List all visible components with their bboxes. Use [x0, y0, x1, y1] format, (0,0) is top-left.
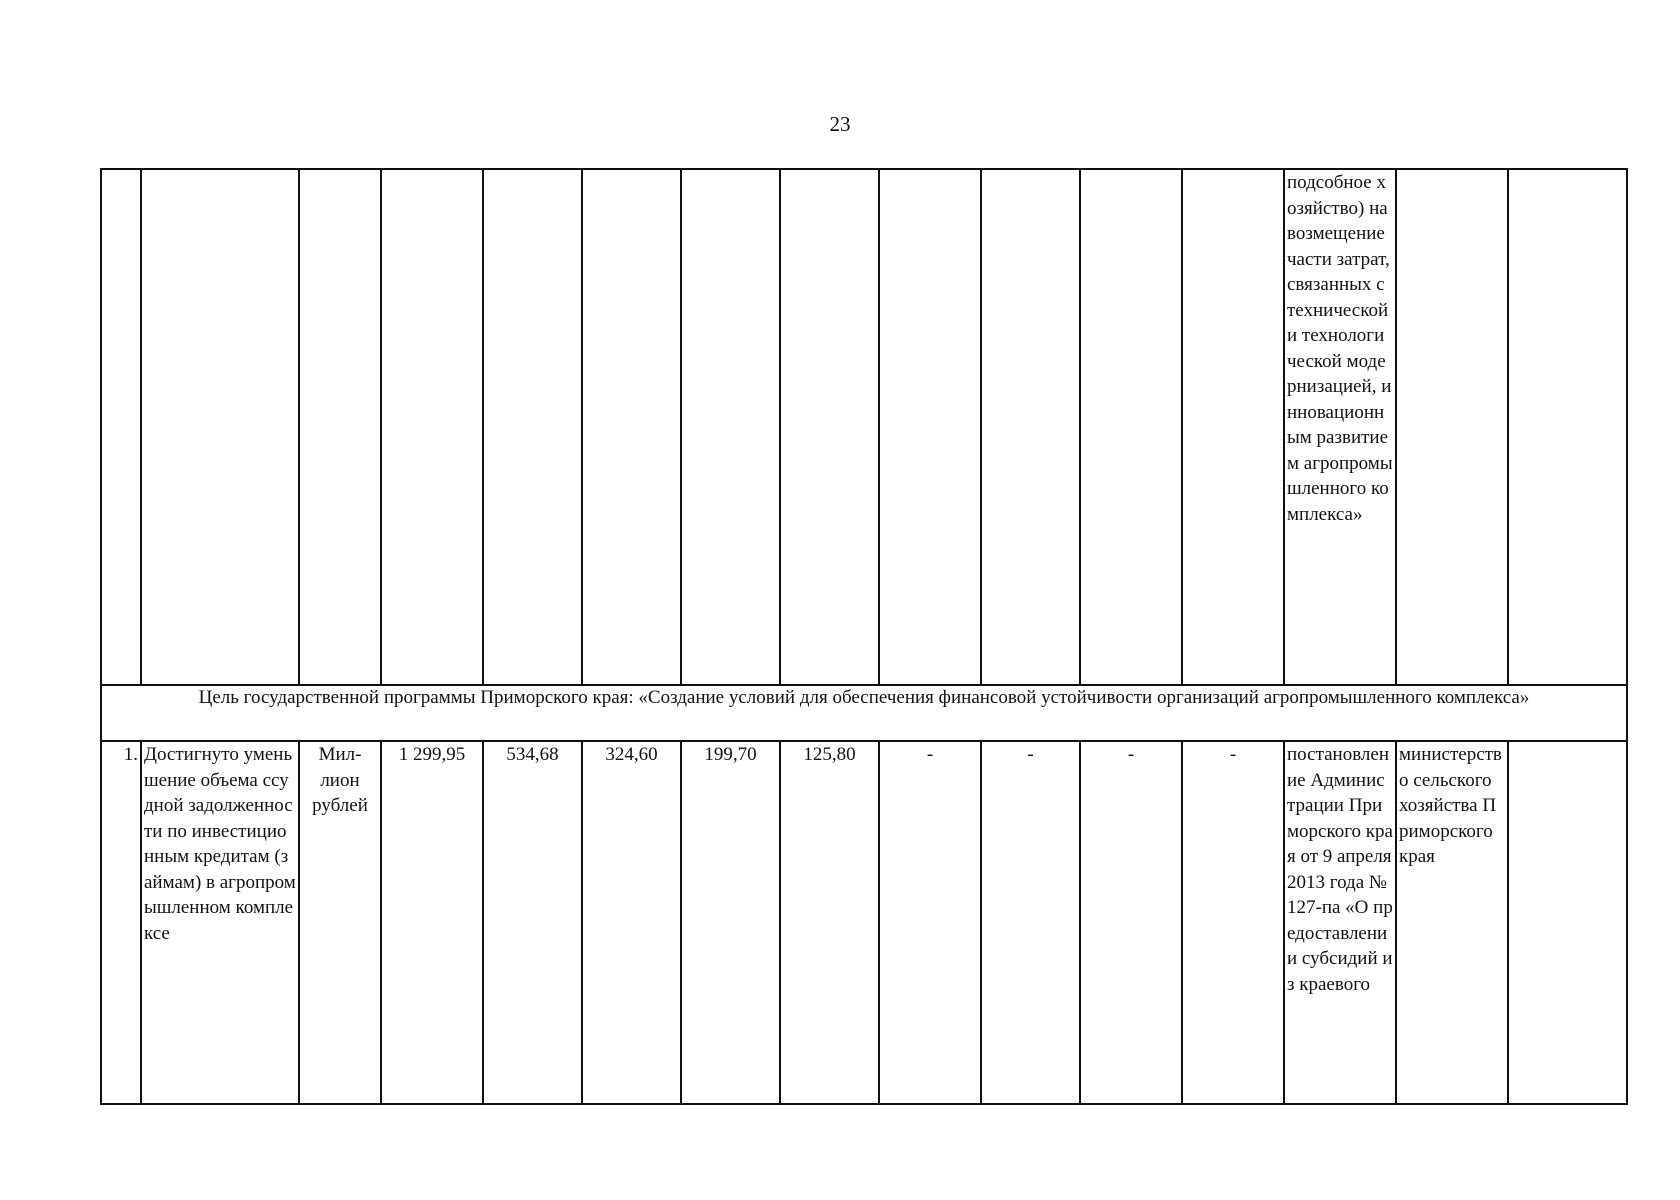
cell-value	[381, 169, 483, 685]
cell-responsible	[1396, 169, 1508, 685]
cell-unit: Мил-лион рублей	[299, 741, 381, 1104]
cell-value: 324,60	[582, 741, 681, 1104]
indicators-table	[100, 168, 1628, 1105]
cell-indicator	[141, 169, 299, 685]
table-row-continuation	[101, 169, 1627, 685]
cell-index: 1.	[101, 741, 141, 1104]
cell-legal-act: постановление Администрации Приморского края от 9 апреля 2013 года № 127-па «О предоставлении субсидий из краевого	[1284, 741, 1396, 1104]
cell-legal-act: подсобное хозяйство) на возмещение части затрат, связанных с технической и технологической модернизацией, инновационным развитием агропромышленного комплекса»	[1284, 169, 1396, 685]
goal-heading: Цель государственной программы Приморского края: «Создание условий для обеспечения финансовой устойчивости организаций агропромышленного комплекса»	[101, 685, 1627, 741]
cell-value	[483, 169, 582, 685]
page-number: 23	[829, 112, 851, 136]
cell-value: 199,70	[681, 741, 780, 1104]
table-row	[101, 741, 1627, 1104]
cell-value: 125,80	[780, 741, 879, 1104]
cell-value: 534,68	[483, 741, 582, 1104]
cell-value: -	[879, 741, 981, 1104]
cell-value	[582, 169, 681, 685]
cell-value	[1182, 169, 1284, 685]
cell-value: -	[1080, 741, 1182, 1104]
cell-note	[1508, 169, 1627, 685]
cell-value: -	[1182, 741, 1284, 1104]
cell-note	[1508, 741, 1627, 1104]
cell-index	[101, 169, 141, 685]
table-row-goal	[101, 685, 1627, 741]
cell-responsible: министерство сельского хозяйства Приморского края	[1396, 741, 1508, 1104]
cell-value	[681, 169, 780, 685]
cell-value: 1 299,95	[381, 741, 483, 1104]
cell-value	[981, 169, 1080, 685]
cell-unit	[299, 169, 381, 685]
cell-indicator: Достигнуто уменьшение объема ссудной задолженности по инвестиционным кредитам (займам) в агропромышленном комплексе	[141, 741, 299, 1104]
cell-value	[879, 169, 981, 685]
cell-value	[780, 169, 879, 685]
cell-value	[1080, 169, 1182, 685]
cell-value: -	[981, 741, 1080, 1104]
